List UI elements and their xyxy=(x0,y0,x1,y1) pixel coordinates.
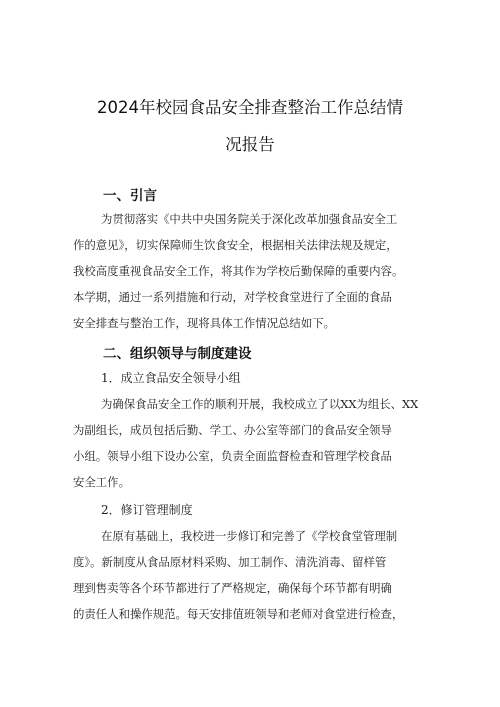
document-title-line-2: 况报告 xyxy=(225,135,275,154)
paragraph-line: 度》。新制度从食品原材料采购、加工制作、清洗消毒、留样管 xyxy=(73,555,387,569)
paragraph-line: 安全排查与整治工作，现将具体工作情况总结如下。 xyxy=(73,316,335,330)
paragraph-line: 小组。领导小组下设办公室，负责全面监督检查和管理学校食品 xyxy=(73,449,392,463)
paragraph-line: 的责任人和操作规范。每天安排值班领导和老师对食堂进行检查， xyxy=(73,607,404,621)
paragraph-line: 作的意见》，切实保障师生饮食安全，根据相关法律法规及规定， xyxy=(73,238,398,252)
paragraph-line: 为贯彻落实《中共中央国务院关于深化改革加强食品安全工 xyxy=(101,212,398,226)
paragraph-line: 在原有基础上，我校进一步修订和完善了《学校食堂管理制 xyxy=(101,529,398,543)
document-title-line-1: 2024年校园食品安全排查整治工作总结情 xyxy=(97,98,403,117)
paragraph-line: 为确保食品安全工作的顺利开展，我校成立了以XX为组长、XX xyxy=(101,397,419,411)
paragraph-line: 为副组长，成员包括后勤、学工、办公室等部门的食品安全领导 xyxy=(73,423,392,437)
paragraph-line: 我校高度重视食品安全工作，将其作为学校后勤保障的重要内容。 xyxy=(73,264,404,278)
subsection-title-leadership-group: 1．成立食品安全领导小组 xyxy=(101,371,241,385)
section-heading-introduction: 一、引言 xyxy=(103,188,157,204)
subsection-title-management-rules: 2．修订管理制度 xyxy=(101,503,193,517)
paragraph-line: 安全工作。 xyxy=(73,475,130,489)
paragraph-line: 本学期，通过一系列措施和行动，对学校食堂进行了全面的食品 xyxy=(73,290,392,304)
section-heading-organization: 二、组织领导与制度建设 xyxy=(103,346,252,362)
paragraph-line: 理到售卖等各个环节都进行了严格规定，确保每个环节都有明确 xyxy=(73,581,392,595)
